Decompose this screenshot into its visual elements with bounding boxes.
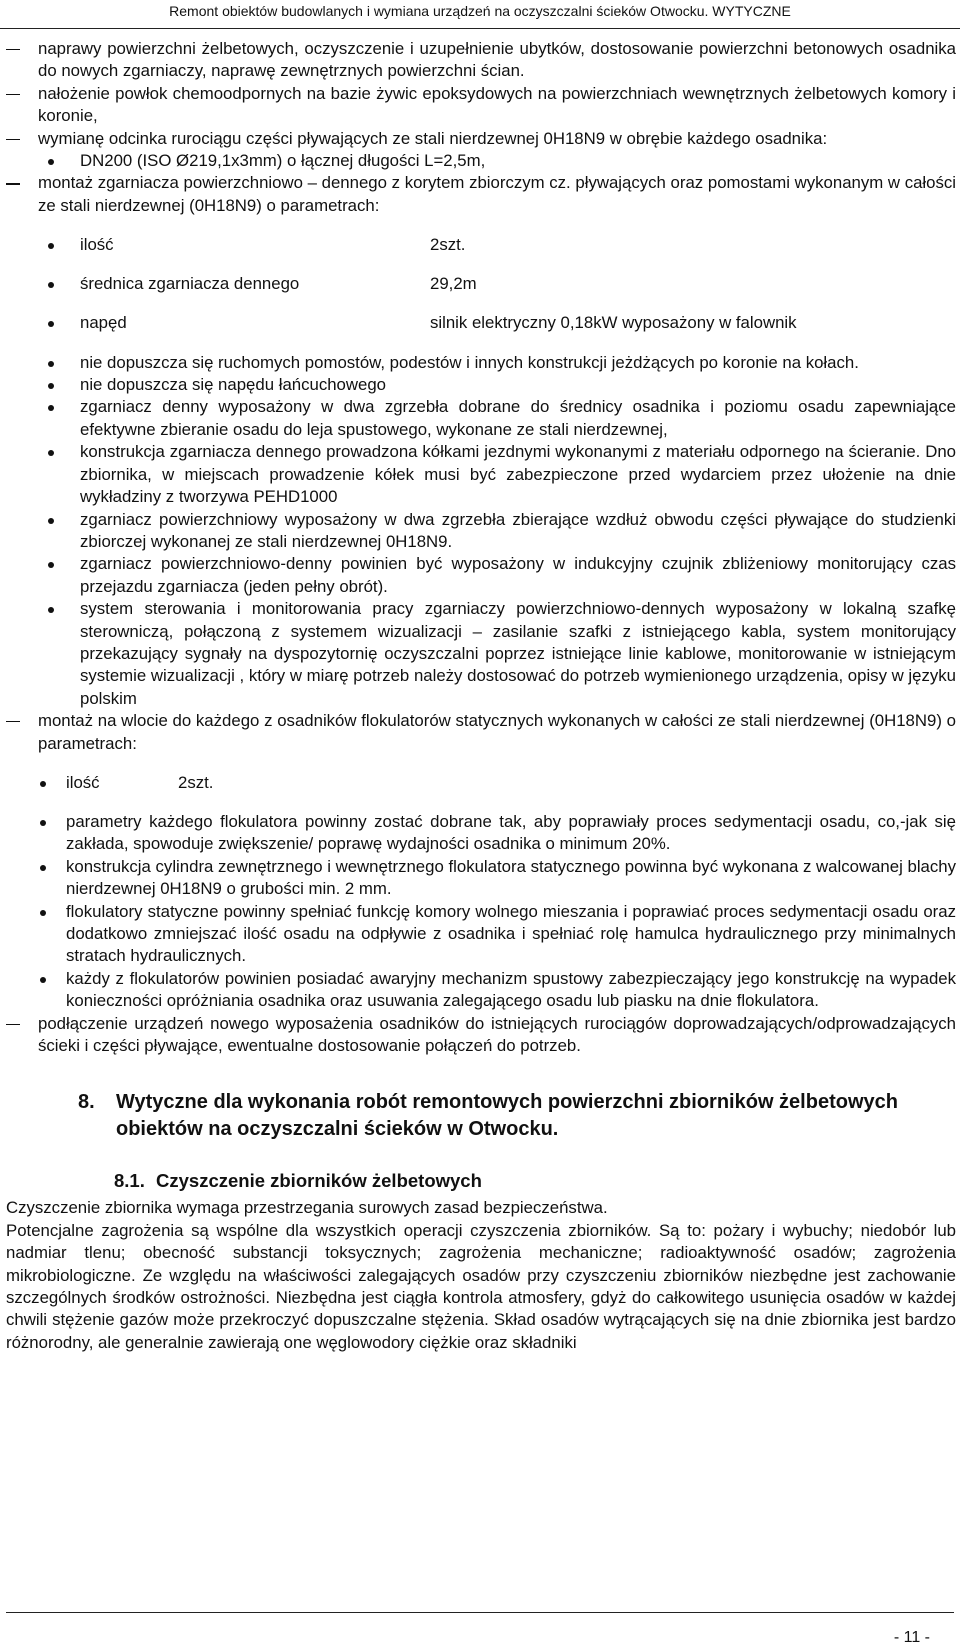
bullet-item: nie dopuszcza się ruchomych pomostów, podestów i innych konstrukcji jeżdżących po koronie na kołach. bbox=[6, 352, 956, 374]
bullet-item: każdy z flokulatorów powinien posiadać awaryjny mechanizm spustowy zabezpieczający jego konstrukcję na wypadek konieczności opróżniania osadnika oraz usuwania zalegającego osadu lub piasku na dnie flokulatora. bbox=[6, 968, 956, 1013]
parameter-row bbox=[6, 772, 956, 794]
parameter-label: napęd bbox=[80, 313, 127, 333]
parameter-row bbox=[6, 234, 956, 256]
bullet-item: parametry każdego flokulatora powinny zostać dobrane tak, aby poprawiały proces sedymentacji osadu, co,-jak się zakłada, spowoduje zwiększenie/ poprawę wydajności osadnika o minimum 20%. bbox=[6, 811, 956, 856]
parameter-row bbox=[6, 273, 956, 295]
bullet-item: flokulatory statyczne powinny spełniać funkcję komory wolnego mieszania i poprawiać proces sedymentacji osadu oraz dodatkowo zmniejszać ilość osadu na odpływie z osadnika i spełniać rolę hamulca hydraulicznego przy minimalnych stratach hydraulicznych. bbox=[6, 901, 956, 968]
paragraph: Potencjalne zagrożenia są wspólne dla wszystkich operacji czyszczenia zbiorników. Są to: pożary i wybuchy; niedobór lub nadmiar tlenu; obecność substancji toksycznych; zagrożenia mechaniczne; radioaktywność osadów; zagrożenia mikrobiologiczne. Ze względu na właściwości zalegających osadów przy czyszczeniu zbiorników niezbędne jest zachowanie szczególnych środków ostrożności. Niezbędna jest ciągła kontrola atmosfery, gdyż do całkowitego usunięcia osadów w każdej chwili stężenie gazów może przekroczyć dopuszczalne stężenia. Skład osadów wytrącających się na dnie zbiornika jest bardzo różnorodny, ale generalnie zawierają one węglowodory ciężkie oraz składniki bbox=[6, 1220, 956, 1352]
bullet-item: konstrukcja cylindra zewnętrznego i wewnętrznego flokulatora statycznego powinna być wykonana z walcowanej blachy nierdzewnej 0H18N9 o grubości min. 2 mm. bbox=[6, 856, 956, 901]
page-header: Remont obiektów budowlanych i wymiana urządzeń na oczyszczalni ścieków Otwocku. WYTYCZNE bbox=[0, 0, 960, 29]
parameter-label: ilość bbox=[80, 235, 114, 255]
parameter-row bbox=[6, 312, 956, 334]
bullet-item: nie dopuszcza się napędu łańcuchowego bbox=[6, 374, 956, 396]
list-item: podłączenie urządzeń nowego wyposażenia osadników do istniejących rurociągów doprowadzających/odprowadzających ścieki i części pływające, ewentualne dostosowanie połączeń do potrzeb. bbox=[6, 1013, 956, 1058]
subsection-number: 8.1. bbox=[114, 1170, 145, 1192]
list-item: nałożenie powłok chemoodpornych na bazie żywic epoksydowych na powierzchniach wewnętrznych żelbetowych komory i koronie, bbox=[6, 83, 956, 128]
subsection-heading bbox=[6, 1169, 956, 1193]
bullet-item: konstrukcja zgarniacza dennego prowadzona kółkami jezdnymi wykonanymi z materiału odpornego na ścieranie. Dno zbiornika, w miejscach prowadzenie kółek musi być zabezpieczone przed wydarciem przez ułożenie na dnie wykładziny z tworzywa PEHD1000 bbox=[6, 441, 956, 508]
list-item: montaż zgarniacza powierzchniowo – dennego z korytem zbiorczym cz. pływających oraz pomostami wykonanym w całości ze stali nierdzewnej (0H18N9) o parametrach: bbox=[6, 172, 956, 217]
page-number: - 11 - bbox=[893, 1629, 930, 1646]
list-item: montaż na wlocie do każdego z osadników flokulatorów statycznych wykonanych w całości ze stali nierdzewnej (0H18N9) o parametrach: bbox=[6, 710, 956, 755]
document-body bbox=[6, 38, 956, 1354]
list-item: wymianę odcinka rurociągu części pływających ze stali nierdzewnej 0H18N9 w obrębie każdego osadnika: bbox=[6, 128, 956, 150]
section-title: Wytyczne dla wykonania robót remontowych powierzchni zbiorników żelbetowych obiektów na oczyszczalni ścieków w Otwocku. bbox=[116, 1091, 898, 1141]
list-item: naprawy powierzchni żelbetowych, oczyszczenie i uzupełnienie ubytków, dostosowanie powierzchni betonowych osadnika do nowych zgarniaczy, naprawę zewnętrznych powierzchni ścian. bbox=[6, 38, 956, 83]
parameter-value: 29,2m bbox=[430, 274, 477, 294]
bullet-item: zgarniacz powierzchniowy wyposażony w dwa zgrzebła zbierające wzdłuż obwodu części pływające do studzienki zbiorczej wykonanej ze stali nierdzewnej 0H18N9. bbox=[6, 509, 956, 554]
bullet-item: DN200 (ISO Ø219,1x3mm) o łącznej długości L=2,5m, bbox=[6, 150, 956, 172]
parameter-label: średnica zgarniacza dennego bbox=[80, 274, 300, 294]
parameter-value: 2szt. bbox=[430, 235, 466, 255]
section-number: 8. bbox=[78, 1091, 95, 1114]
paragraph: Czyszczenie zbiornika wymaga przestrzegania surowych zasad bezpieczeństwa. bbox=[6, 1198, 608, 1218]
parameter-value: 2szt. bbox=[178, 772, 214, 792]
parameter-label: ilość bbox=[66, 772, 100, 792]
bullet-item: zgarniacz denny wyposażony w dwa zgrzebła dobrane do średnicy osadnika i poziomu osadu zapewniające efektywne zbieranie osadu do leja spustowego, wykonane ze stali nierdzewnej, bbox=[6, 396, 956, 441]
parameter-value: silnik elektryczny 0,18kW wyposażony w falownik bbox=[430, 313, 797, 333]
bullet-item: zgarniacz powierzchniowo-denny powinien być wyposażony w indukcyjny czujnik zbliżeniowy monitorujący czas przejazdu zgarniacza (jeden pełny obrót). bbox=[6, 553, 956, 598]
footer-divider bbox=[6, 1612, 954, 1613]
bullet-item: system sterowania i monitorowania pracy zgarniaczy powierzchniowo-dennych wyposażony w lokalną szafkę sterowniczą, połączoną z systemem wizualizacji – zasilanie szafki z istniejącego kabla, system monitorujący przekazujący sygnały na dyspozytornię oczyszczalni poprzez istniejące linie kablowe, monitorowanie w istniejącym systemie wizualizacji , który w miarę potrzeb należy dostosować do potrzeb wymienionego urządzenia, opisy w języku polskim bbox=[6, 598, 956, 710]
section-heading bbox=[6, 1089, 956, 1143]
subsection-title: Czyszczenie zbiorników żelbetowych bbox=[156, 1170, 482, 1192]
